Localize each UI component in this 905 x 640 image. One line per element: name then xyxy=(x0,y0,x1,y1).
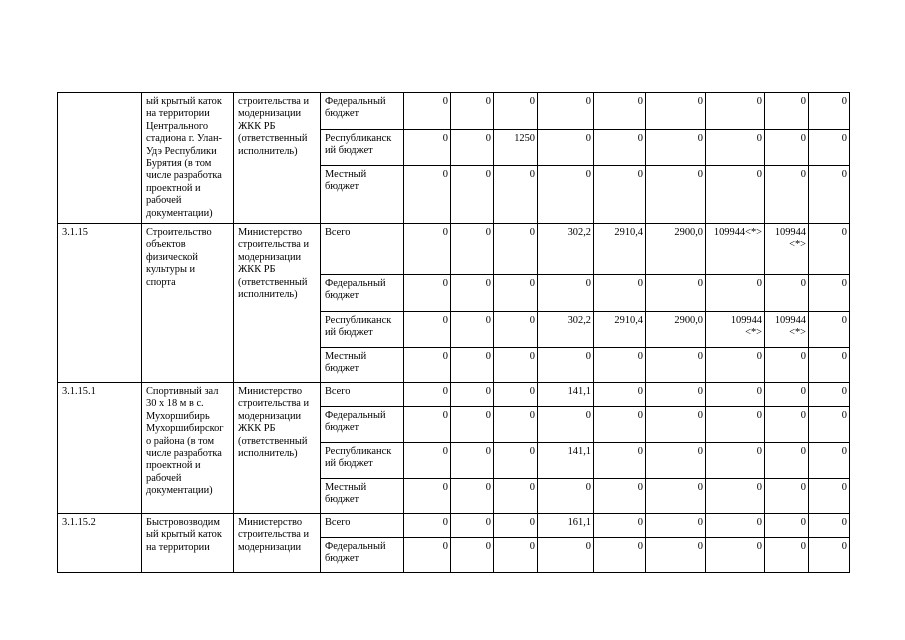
value-cell: 0 xyxy=(765,130,809,166)
value-cell: 0 xyxy=(451,224,494,275)
value-cell: 0 xyxy=(765,93,809,130)
value-cell: 0 xyxy=(706,130,765,166)
value-cell: 0 xyxy=(404,312,451,348)
value-cell: 0 xyxy=(809,166,850,224)
value-cell: 0 xyxy=(594,166,646,224)
value-cell: 0 xyxy=(809,130,850,166)
value-cell: 161,1 xyxy=(538,514,594,538)
value-cell: 0 xyxy=(451,166,494,224)
value-cell: 0 xyxy=(646,275,706,312)
funding-source-cell: Федеральный бюджет xyxy=(321,538,404,573)
value-cell: 0 xyxy=(646,538,706,573)
value-cell: 0 xyxy=(404,166,451,224)
value-cell: 0 xyxy=(594,514,646,538)
value-cell: 0 xyxy=(765,443,809,479)
value-cell: 0 xyxy=(494,443,538,479)
value-cell: 0 xyxy=(538,130,594,166)
value-cell: 0 xyxy=(809,383,850,407)
value-cell: 0 xyxy=(594,383,646,407)
executor-cell: Министерство строительства и модернизации ЖКК РБ (ответственный исполнитель) xyxy=(234,383,321,514)
value-cell: 0 xyxy=(494,224,538,275)
value-cell: 0 xyxy=(494,479,538,514)
value-cell: 0 xyxy=(646,130,706,166)
value-cell: 0 xyxy=(646,514,706,538)
executor-cell: Министерство строительства и модернизации ЖКК РБ (ответственный исполнитель) xyxy=(234,224,321,383)
table-row xyxy=(58,383,850,407)
value-cell: 0 xyxy=(538,348,594,383)
value-cell: 0 xyxy=(809,224,850,275)
value-cell: 0 xyxy=(494,312,538,348)
value-cell: 0 xyxy=(451,93,494,130)
value-cell: 0 xyxy=(646,407,706,443)
value-cell: 0 xyxy=(594,538,646,573)
funding-source-cell: Федеральный бюджет xyxy=(321,407,404,443)
value-cell: 0 xyxy=(706,348,765,383)
item-name-cell: Строительство объектов физической культуры и спорта xyxy=(142,224,234,383)
value-cell: 0 xyxy=(706,479,765,514)
value-cell: 2910,4 xyxy=(594,224,646,275)
value-cell: 0 xyxy=(809,312,850,348)
value-cell: 0 xyxy=(404,443,451,479)
value-cell: 0 xyxy=(451,312,494,348)
funding-source-cell: Местный бюджет xyxy=(321,348,404,383)
value-cell: 0 xyxy=(404,93,451,130)
value-cell: 0 xyxy=(646,443,706,479)
value-cell: 0 xyxy=(404,348,451,383)
value-cell: 0 xyxy=(451,130,494,166)
value-cell: 0 xyxy=(809,538,850,573)
value-cell: 0 xyxy=(594,443,646,479)
value-cell: 0 xyxy=(494,383,538,407)
value-cell: 0 xyxy=(538,407,594,443)
value-cell: 0 xyxy=(451,479,494,514)
value-cell: 0 xyxy=(765,348,809,383)
value-cell: 0 xyxy=(765,479,809,514)
item-code-cell: 3.1.15 xyxy=(58,224,142,383)
table-row xyxy=(58,514,850,538)
value-cell: 0 xyxy=(451,443,494,479)
value-cell: 0 xyxy=(809,348,850,383)
value-cell: 0 xyxy=(706,443,765,479)
funding-source-cell: Всего xyxy=(321,224,404,275)
value-cell: 0 xyxy=(809,514,850,538)
value-cell: 2900,0 xyxy=(646,312,706,348)
value-cell: 109944 <*> xyxy=(765,224,809,275)
item-code-cell: 3.1.15.1 xyxy=(58,383,142,514)
value-cell: 0 xyxy=(594,93,646,130)
value-cell: 141,1 xyxy=(538,443,594,479)
value-cell: 0 xyxy=(594,407,646,443)
value-cell: 2900,0 xyxy=(646,224,706,275)
funding-source-cell: Всего xyxy=(321,514,404,538)
value-cell: 0 xyxy=(538,275,594,312)
value-cell: 0 xyxy=(706,166,765,224)
table-row xyxy=(58,224,850,275)
value-cell: 0 xyxy=(765,407,809,443)
value-cell: 0 xyxy=(594,275,646,312)
value-cell: 0 xyxy=(646,166,706,224)
funding-source-cell: Республиканск ий бюджет xyxy=(321,443,404,479)
value-cell: 0 xyxy=(809,443,850,479)
value-cell: 302,2 xyxy=(538,312,594,348)
value-cell: 0 xyxy=(594,130,646,166)
budget-table xyxy=(57,92,850,573)
value-cell: 0 xyxy=(538,166,594,224)
value-cell: 0 xyxy=(404,224,451,275)
value-cell: 0 xyxy=(706,514,765,538)
value-cell: 0 xyxy=(765,383,809,407)
value-cell: 0 xyxy=(594,479,646,514)
table-row xyxy=(58,93,850,130)
value-cell: 109944 <*> xyxy=(765,312,809,348)
value-cell: 0 xyxy=(706,93,765,130)
value-cell: 0 xyxy=(646,383,706,407)
value-cell: 109944 <*> xyxy=(706,312,765,348)
value-cell: 0 xyxy=(706,275,765,312)
value-cell: 0 xyxy=(451,407,494,443)
value-cell: 0 xyxy=(451,514,494,538)
value-cell: 0 xyxy=(538,479,594,514)
value-cell: 0 xyxy=(765,538,809,573)
value-cell: 0 xyxy=(494,514,538,538)
value-cell: 0 xyxy=(809,93,850,130)
funding-source-cell: Местный бюджет xyxy=(321,479,404,514)
item-code-cell xyxy=(58,93,142,224)
value-cell: 0 xyxy=(494,275,538,312)
value-cell: 0 xyxy=(809,275,850,312)
value-cell: 0 xyxy=(765,514,809,538)
value-cell: 0 xyxy=(404,407,451,443)
funding-source-cell: Федеральный бюджет xyxy=(321,275,404,312)
executor-cell: строительства и модернизации ЖКК РБ (ответственный исполнитель) xyxy=(234,93,321,224)
funding-source-cell: Республиканск ий бюджет xyxy=(321,130,404,166)
item-code-cell: 3.1.15.2 xyxy=(58,514,142,573)
value-cell: 0 xyxy=(494,407,538,443)
item-name-cell: Спортивный зал 30 x 18 м в с. Мухоршибирь Мухоршибирског о района (в том числе разработка проектной и рабочей документации) xyxy=(142,383,234,514)
value-cell: 0 xyxy=(594,348,646,383)
item-name-cell: Быстровозводим ый крытый каток на территории xyxy=(142,514,234,573)
value-cell: 0 xyxy=(451,538,494,573)
value-cell: 302,2 xyxy=(538,224,594,275)
value-cell: 0 xyxy=(451,348,494,383)
value-cell: 2910,4 xyxy=(594,312,646,348)
value-cell: 109944<*> xyxy=(706,224,765,275)
value-cell: 0 xyxy=(494,538,538,573)
funding-source-cell: Федеральный бюджет xyxy=(321,93,404,130)
value-cell: 0 xyxy=(404,130,451,166)
value-cell: 0 xyxy=(404,275,451,312)
funding-source-cell: Всего xyxy=(321,383,404,407)
value-cell: 0 xyxy=(451,383,494,407)
value-cell: 0 xyxy=(538,538,594,573)
value-cell: 141,1 xyxy=(538,383,594,407)
value-cell: 0 xyxy=(646,479,706,514)
funding-source-cell: Республиканск ий бюджет xyxy=(321,312,404,348)
value-cell: 0 xyxy=(706,407,765,443)
value-cell: 0 xyxy=(809,479,850,514)
value-cell: 0 xyxy=(404,383,451,407)
item-name-cell: ый крытый каток на территории Центрального стадиона г. Улан- Удэ Республики Бурятия (в том числе разработка проектной и рабочей документации) xyxy=(142,93,234,224)
value-cell: 0 xyxy=(706,538,765,573)
value-cell: 0 xyxy=(706,383,765,407)
value-cell: 0 xyxy=(494,93,538,130)
funding-source-cell: Местный бюджет xyxy=(321,166,404,224)
value-cell: 0 xyxy=(404,479,451,514)
value-cell: 0 xyxy=(765,275,809,312)
value-cell: 0 xyxy=(809,407,850,443)
value-cell: 0 xyxy=(404,538,451,573)
executor-cell: Министерство строительства и модернизации xyxy=(234,514,321,573)
value-cell: 1250 xyxy=(494,130,538,166)
value-cell: 0 xyxy=(765,166,809,224)
value-cell: 0 xyxy=(451,275,494,312)
value-cell: 0 xyxy=(646,93,706,130)
value-cell: 0 xyxy=(538,93,594,130)
value-cell: 0 xyxy=(646,348,706,383)
value-cell: 0 xyxy=(494,166,538,224)
value-cell: 0 xyxy=(404,514,451,538)
value-cell: 0 xyxy=(494,348,538,383)
